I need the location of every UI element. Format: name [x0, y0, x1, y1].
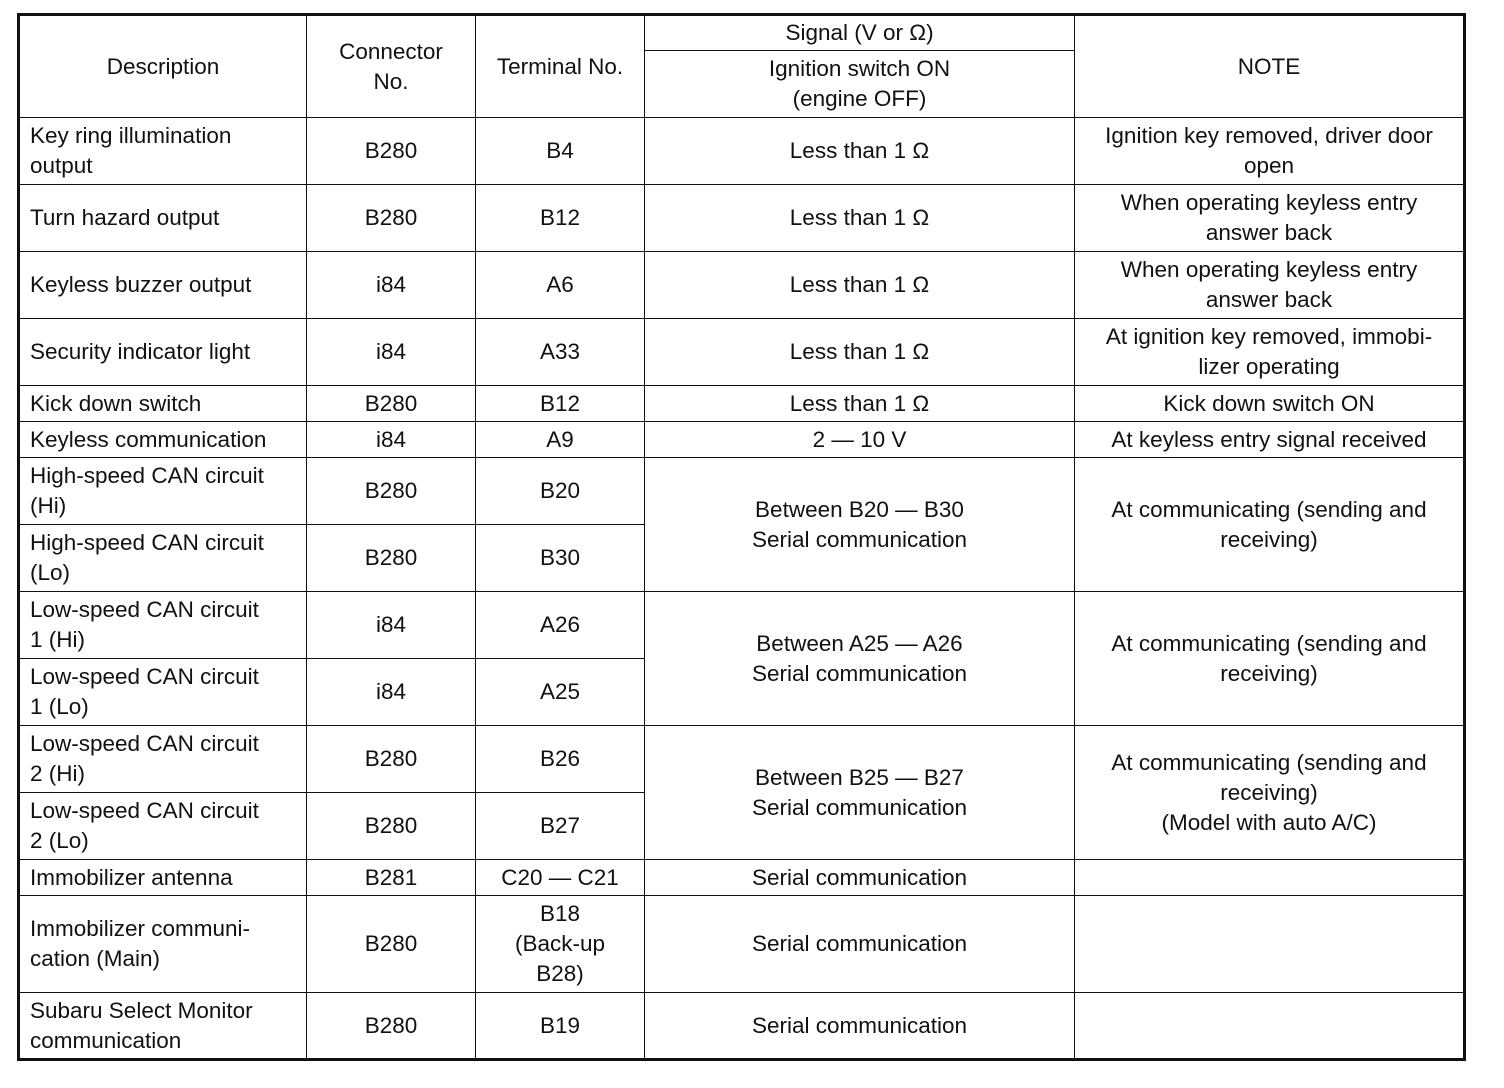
cell-signal-ls-can2: Between B25 — B27 Serial communication: [645, 726, 1075, 860]
cell-description: Subaru Select Monitor communication: [19, 993, 307, 1060]
table-row: [19, 592, 1465, 659]
table-row: [19, 726, 1465, 793]
cell-description: Low-speed CAN circuit 2 (Lo): [19, 793, 307, 860]
table-row: [19, 185, 1465, 252]
cell-connector: B280: [307, 993, 476, 1060]
header-terminal-no: Terminal No.: [476, 15, 645, 118]
cell-terminal: B19: [476, 993, 645, 1060]
cell-description: Keyless buzzer output: [19, 252, 307, 319]
cell-note: At ignition key removed, immobi- lizer operating: [1075, 319, 1465, 386]
header-description: Description: [19, 15, 307, 118]
header-note: NOTE: [1075, 15, 1465, 118]
cell-terminal: B12: [476, 386, 645, 422]
cell-connector: i84: [307, 252, 476, 319]
cell-terminal: A33: [476, 319, 645, 386]
cell-connector: B280: [307, 896, 476, 993]
cell-connector: i84: [307, 422, 476, 458]
cell-signal: Less than 1 Ω: [645, 252, 1075, 319]
cell-note: [1075, 896, 1465, 993]
cell-signal: Less than 1 Ω: [645, 118, 1075, 185]
cell-terminal: B20: [476, 458, 645, 525]
header-connector-no: Connector No.: [307, 15, 476, 118]
cell-connector: B280: [307, 726, 476, 793]
cell-description: High-speed CAN circuit (Lo): [19, 525, 307, 592]
cell-note: When operating keyless entry answer back: [1075, 185, 1465, 252]
cell-signal: Serial communication: [645, 993, 1075, 1060]
cell-signal-ls-can1: Between A25 — A26 Serial communication: [645, 592, 1075, 726]
table-row: [19, 860, 1465, 896]
cell-signal: Serial communication: [645, 860, 1075, 896]
cell-terminal: B27: [476, 793, 645, 860]
cell-terminal: A6: [476, 252, 645, 319]
cell-terminal: B26: [476, 726, 645, 793]
cell-connector: B281: [307, 860, 476, 896]
cell-terminal: A9: [476, 422, 645, 458]
table-row: [19, 386, 1465, 422]
cell-connector: B280: [307, 793, 476, 860]
cell-connector: i84: [307, 319, 476, 386]
cell-terminal: C20 — C21: [476, 860, 645, 896]
cell-note-ls-can1: At communicating (sending and receiving): [1075, 592, 1465, 726]
cell-connector: i84: [307, 659, 476, 726]
cell-description: High-speed CAN circuit (Hi): [19, 458, 307, 525]
cell-description: Immobilizer communi- cation (Main): [19, 896, 307, 993]
cell-signal: Less than 1 Ω: [645, 319, 1075, 386]
cell-description: Keyless communication: [19, 422, 307, 458]
cell-note-ls-can2: At communicating (sending and receiving) (Model with auto A/C): [1075, 726, 1465, 860]
cell-description: Immobilizer antenna: [19, 860, 307, 896]
cell-terminal: B30: [476, 525, 645, 592]
cell-signal: Less than 1 Ω: [645, 185, 1075, 252]
table-row: [19, 422, 1465, 458]
cell-description: Key ring illumination output: [19, 118, 307, 185]
cell-note: At keyless entry signal received: [1075, 422, 1465, 458]
cell-description: Low-speed CAN circuit 1 (Lo): [19, 659, 307, 726]
cell-description: Turn hazard output: [19, 185, 307, 252]
cell-note: [1075, 860, 1465, 896]
cell-description: Low-speed CAN circuit 1 (Hi): [19, 592, 307, 659]
cell-terminal: A25: [476, 659, 645, 726]
header-signal: Signal (V or Ω): [645, 15, 1075, 51]
cell-connector: B280: [307, 185, 476, 252]
cell-description: Security indicator light: [19, 319, 307, 386]
cell-terminal: B18 (Back-up B28): [476, 896, 645, 993]
cell-terminal: A26: [476, 592, 645, 659]
cell-signal-hs-can: Between B20 — B30 Serial communication: [645, 458, 1075, 592]
cell-connector: i84: [307, 592, 476, 659]
cell-connector: B280: [307, 458, 476, 525]
cell-connector: B280: [307, 386, 476, 422]
cell-terminal: B4: [476, 118, 645, 185]
cell-signal: 2 — 10 V: [645, 422, 1075, 458]
cell-connector: B280: [307, 525, 476, 592]
cell-note: Kick down switch ON: [1075, 386, 1465, 422]
cell-note: When operating keyless entry answer back: [1075, 252, 1465, 319]
cell-note: Ignition key removed, driver door open: [1075, 118, 1465, 185]
table-row: [19, 319, 1465, 386]
header-signal-condition: Ignition switch ON (engine OFF): [645, 51, 1075, 118]
cell-connector: B280: [307, 118, 476, 185]
table-row: [19, 118, 1465, 185]
table-row: [19, 458, 1465, 525]
cell-note: [1075, 993, 1465, 1060]
cell-description: Kick down switch: [19, 386, 307, 422]
table-row: [19, 252, 1465, 319]
table-row: [19, 896, 1465, 993]
table-row: [19, 993, 1465, 1060]
terminal-spec-table: [17, 13, 1466, 1061]
cell-signal: Serial communication: [645, 896, 1075, 993]
cell-note-hs-can: At communicating (sending and receiving): [1075, 458, 1465, 592]
cell-description: Low-speed CAN circuit 2 (Hi): [19, 726, 307, 793]
cell-signal: Less than 1 Ω: [645, 386, 1075, 422]
cell-terminal: B12: [476, 185, 645, 252]
